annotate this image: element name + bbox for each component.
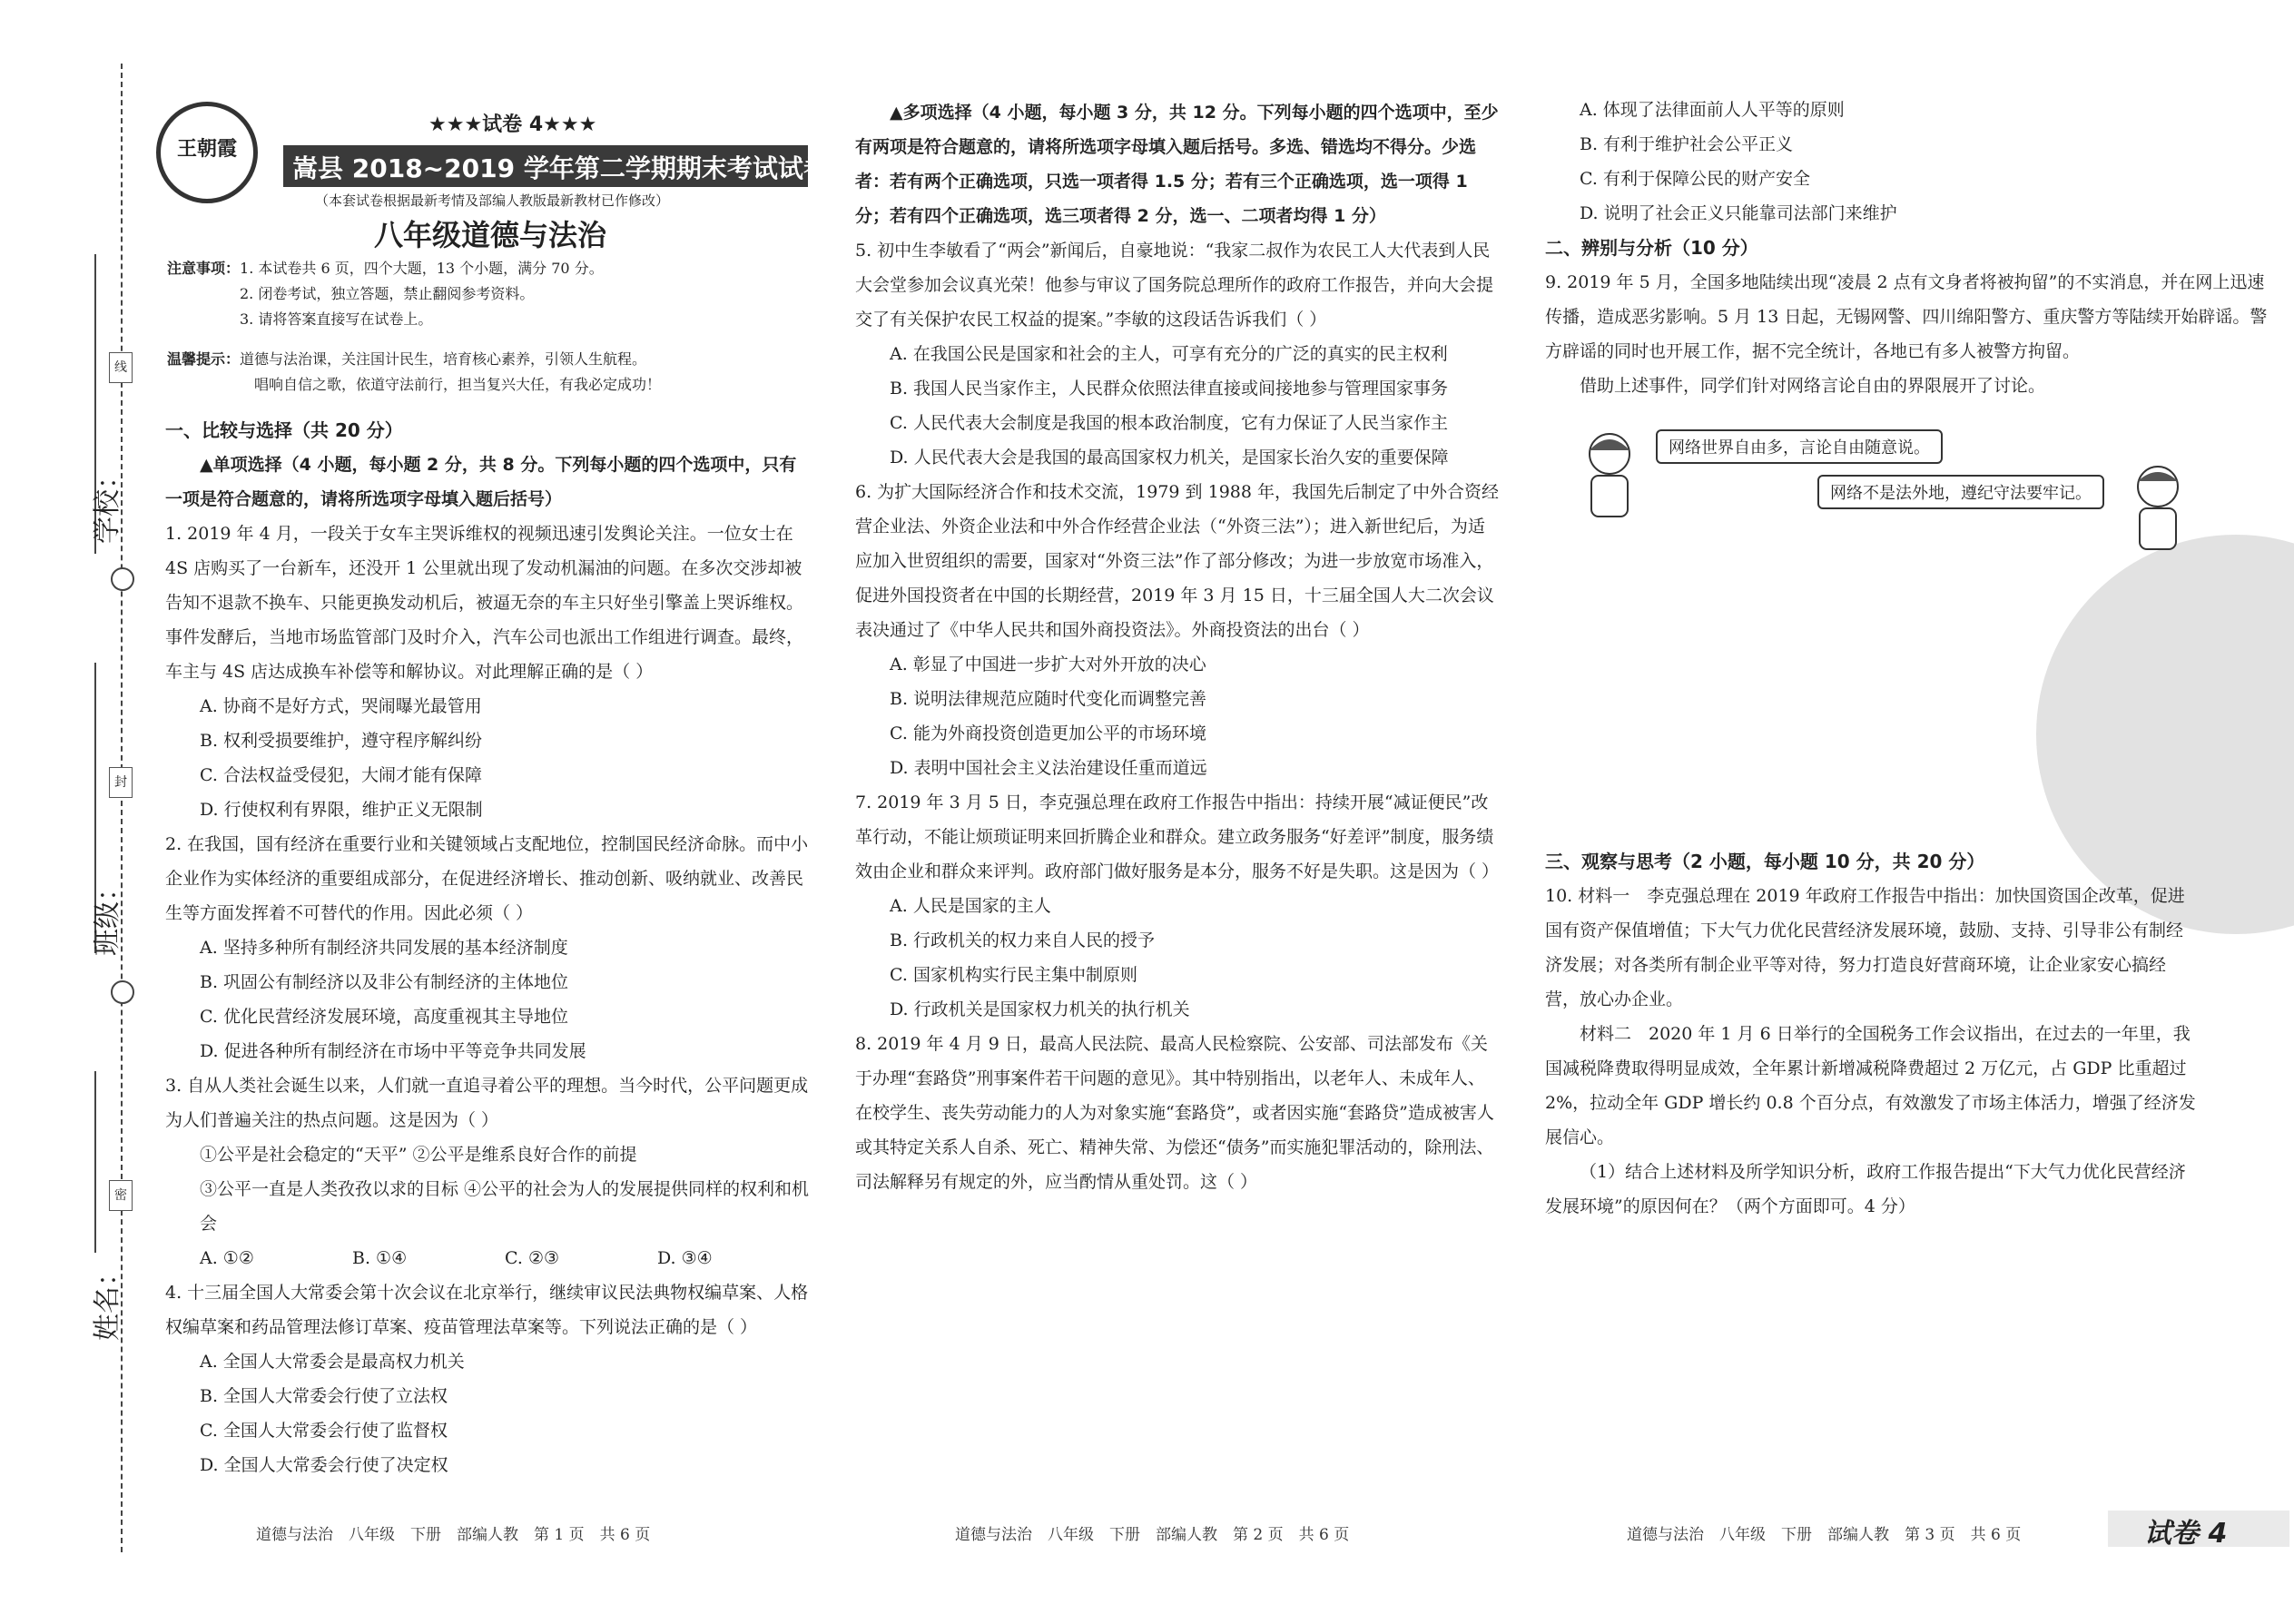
section-3-heading: 三、观察与思考（2 小题，每小题 10 分，共 20 分） xyxy=(1545,851,1985,872)
question-3-options xyxy=(165,1241,810,1275)
brand-logo xyxy=(156,102,258,203)
question-8-option: D. 说明了社会正义只能靠司法部门来维护 xyxy=(1580,203,1897,223)
corner-badge: 试卷 4 xyxy=(2144,1518,2228,1550)
question-6-stem: 6. 为扩大国际经济合作和技术交流，1979 到 1988 年，我国先后制定了中外合资经营企业法、外资企业法和中外合作经营企业法（“外资三法”）；进入新世纪后，为适应加入世贸组织的需要，国家对“外资三法”作了部分修改；为进一步放宽市场准入，促进外国投资者在中国的长期经营，2019 年 3 月 15 日，十三届全国人大二次会议表决通过了《中华人民共和国外商投资法》。外商投资法的出台（ ） xyxy=(855,482,1499,640)
question-10-material-2: 材料二 2020 年 1 月 6 日举行的全国税务工作会议指出，在过去的一年里，我国减税降费取得明显成效，全年累计新增减税降费超过 2 万亿元，占 GDP 比重超过 2%，拉动全年 GDP 增长约 0.8 个百分点，有效激发了市场主体活力，增强了经济发展信心。 xyxy=(1545,1024,2196,1147)
question-3-statement: ①公平是社会稳定的“天平” ②公平是维系良好合作的前提 xyxy=(200,1145,637,1165)
mark-seal: 封 xyxy=(109,767,133,798)
column-1-body xyxy=(165,413,810,1482)
column-3-top xyxy=(1545,93,2271,403)
page-footer: 道德与法治 八年级 下册 部编人教 第 1 页 共 6 页 xyxy=(256,1526,651,1544)
student-boy-illustration xyxy=(2128,461,2188,552)
mark-secret: 密 xyxy=(109,1180,133,1211)
question-8-option: A. 体现了法律面前人人平等的原则 xyxy=(1580,100,1845,120)
question-8-option: B. 有利于维护社会公平正义 xyxy=(1580,134,1794,154)
question-4-option: B. 全国人大常委会行使了立法权 xyxy=(200,1386,448,1406)
question-4-option: C. 全国人大常委会行使了监督权 xyxy=(200,1421,448,1441)
question-7-option: B. 行政机关的权力来自人民的授予 xyxy=(890,930,1156,950)
question-7-stem: 7. 2019 年 3 月 5 日，李克强总理在政府工作报告中指出：持续开展“减证便民”改革行动，不能让烦琐证明来回折腾企业和群众。建立政务服务“好差评”制度，服务绩效由企业和群众来评判。政府部门做好服务是本分，服务不好是失职。这是因为（ ） xyxy=(855,792,1500,881)
question-1-option: A. 协商不是好方式，哭闹曝光最管用 xyxy=(200,696,482,716)
exam-title: 嵩县 2018~2019 学年第二学期期末考试试卷 xyxy=(292,153,829,183)
notice-label: 注意事项： xyxy=(167,260,241,277)
page-footer: 道德与法治 八年级 下册 部编人教 第 2 页 共 6 页 xyxy=(955,1526,1350,1544)
question-3-option: D. ③④ xyxy=(657,1248,713,1268)
column-2-body xyxy=(855,95,1501,1199)
question-2-option: C. 优化民营经济发展环境，高度重视其主导地位 xyxy=(200,1007,568,1027)
single-choice-instructions: ▲单项选择（4 小题，每小题 2 分，共 8 分。下列每小题的四个选项中，只有一项是符合题意的，请将所选项字母填入题后括号） xyxy=(165,455,797,509)
exam-note: （本套试卷根据最新考情及部编人教版最新教材已作修改） xyxy=(315,192,670,209)
question-3-option: C. ②③ xyxy=(505,1248,560,1268)
column-3-bottom xyxy=(1545,844,2199,1224)
tip-block xyxy=(167,347,661,398)
school-label: 学校： xyxy=(92,462,123,544)
tip-label: 温馨提示： xyxy=(167,350,241,368)
question-2-option: B. 巩固公有制经济以及非公有制经济的主体地位 xyxy=(200,972,569,992)
question-4-option: A. 全国人大常委会是最高权力机关 xyxy=(200,1352,465,1372)
question-3-option: A. ①② xyxy=(200,1248,254,1268)
question-4-stem: 4. 十三届全国人大常委会第十次会议在北京举行，继续审议民法典物权编草案、人格权编草案和药品管理法修订草案、疫苗管理法草案等。下列说法正确的是（ ） xyxy=(165,1283,809,1337)
name-underline xyxy=(94,1071,96,1253)
section-2-heading: 二、辨别与分析（10 分） xyxy=(1545,237,1758,259)
name-label: 姓名： xyxy=(92,1259,123,1341)
tip-line: 唱响自信之歌，依道守法前行，担当复兴大任，有我必定成功！ xyxy=(254,376,662,393)
speech-bubble-1: 网络世界自由多，言论自由随意说。 xyxy=(1656,429,1943,464)
question-7-option: A. 人民是国家的主人 xyxy=(890,896,1051,916)
notice-block xyxy=(167,256,604,332)
question-6-option: A. 彰显了中国进一步扩大对外开放的决心 xyxy=(890,655,1206,674)
class-label: 班级： xyxy=(92,874,123,956)
question-1-stem: 1. 2019 年 4 月，一段关于女车主哭诉维权的视频迅速引发舆论关注。一位女士在 4S 店购买了一台新车，还没开 1 公里就出现了发动机漏油的问题。在多次交涉却被告知不退款不换车、只能更换发动机后，被逼无奈的车主只好坐引擎盖上哭诉维权。事件发酵后，当地市场监管部门及时介入，汽车公司也派出工作组进行调查。最终，车主与 4S 店达成换车补偿等和解协议。对此理解正确的是（ ） xyxy=(165,524,804,682)
question-8-option: C. 有利于保障公民的财产安全 xyxy=(1580,169,1810,189)
notice-item: 3. 请将答案直接写在试卷上。 xyxy=(240,310,433,328)
question-10-material-1: 10. 材料一 李克强总理在 2019 年政府工作报告中指出：加快国资国企改革，促进国有资产保值增值；下大气力优化民营经济发展环境，鼓励、支持、引导非公有制经济发展；对各类所有制企业平等对待，努力打造良好营商环境，让企业家安心搞经营，放心办企业。 xyxy=(1545,886,2185,1009)
question-3-stem: 3. 自从人类社会诞生以来，人们就一直追寻着公平的理想。当今时代，公平问题更成为人们普遍关注的热点问题。这是因为（ ） xyxy=(165,1076,809,1130)
question-3-statement: ③公平一直是人类孜孜以求的目标 ④公平的社会为人的发展提供同样的权利和机会 xyxy=(200,1179,810,1234)
section-1-heading: 一、比较与选择（共 20 分） xyxy=(165,419,403,441)
tip-line: 道德与法治课，关注国计民生，培育核心素养，引领人生航程。 xyxy=(240,350,647,368)
punch-hole xyxy=(111,980,134,1004)
question-8-stem: 8. 2019 年 4 月 9 日，最高人民法院、最高人民检察院、公安部、司法部发布《关于办理“套路贷”刑事案件若干问题的意见》。其中特别指出，以老年人、未成年人、在校学生、丧失劳动能力的人为对象实施“套路贷”，或者因实施“套路贷”造成被害人或其特定关系人自杀、死亡、精神失常、为偿还“债务”而实施犯罪活动的，除刑法、司法解释另有规定的外，应当酌情从重处罚。这（ ） xyxy=(855,1034,1494,1192)
brand-logo-text: 王朝霞 xyxy=(176,138,237,161)
question-1-option: C. 合法权益受侵犯，大闹才能有保障 xyxy=(200,765,482,785)
question-2-stem: 2. 在我国，国有经济在重要行业和关键领域占支配地位，控制国民经济命脉。而中小企业作为实体经济的重要组成部分，在促进经济增长、推动创新、吸纳就业、改善民生等方面发挥着不可替代的作用。因此必须（ ） xyxy=(165,834,809,923)
question-10-subquestion-1: （1）结合上述材料及所学知识分析，政府工作报告提出“下大气力优化民营经济发展环境”的原因何在？（两个方面即可。4 分） xyxy=(1545,1162,2186,1216)
question-5-stem: 5. 初中生李敏看了“两会”新闻后，自豪地说：“我家二叔作为农民工人大代表到人民大会堂参加会议真光荣！他参与审议了国务院总理所作的政府工作报告，并向大会提交了有关保护农民工权益的提案。”李敏的这段话告诉我们（ ） xyxy=(855,241,1494,330)
question-2-option: D. 促进各种所有制经济在市场中平等竞争共同发展 xyxy=(200,1041,586,1061)
question-5-option: C. 人民代表大会制度是我国的根本政治制度，它有力保证了人民当家作主 xyxy=(890,413,1448,433)
mark-line: 线 xyxy=(109,352,133,383)
subject-title: 八年级道德与法治 xyxy=(374,218,607,252)
notice-item: 1. 本试卷共 6 页，四个大题，13 个小题，满分 70 分。 xyxy=(240,260,604,277)
question-1-option: B. 权利受损要维护，遵守程序解纠纷 xyxy=(200,731,483,751)
question-5-option: D. 人民代表大会是我国的最高国家权力机关，是国家长治久安的重要保障 xyxy=(890,448,1449,468)
question-4-option: D. 全国人大常委会行使了决定权 xyxy=(200,1455,448,1475)
question-5-option: A. 在我国公民是国家和社会的主人，可享有充分的广泛的真实的民主权利 xyxy=(890,344,1448,364)
question-2-option: A. 坚持多种所有制经济共同发展的基本经济制度 xyxy=(200,938,568,958)
question-7-option: D. 行政机关是国家权力机关的执行机关 xyxy=(890,999,1190,1019)
question-6-option: B. 说明法律规范应随时代变化而调整完善 xyxy=(890,689,1207,709)
punch-hole xyxy=(111,567,134,591)
question-1-option: D. 行使权利有界限，维护正义无限制 xyxy=(200,800,483,820)
multi-choice-instructions: ▲多项选择（4 小题，每小题 3 分，共 12 分。下列每小题的四个选项中，至少有两项是符合题意的，请将所选项字母填入题后括号。多选、错选均不得分。少选者：若有两个正确选项，只选一项者得 1.5 分；若有三个正确选项，选一项得 1 分；若有四个正确选项，选三项者得 2 分，选一、二项者均得 1 分） xyxy=(855,103,1499,226)
paper-badge: ★★★试卷 4★★★ xyxy=(428,113,597,136)
question-7-option: C. 国家机构实行民主集中制原则 xyxy=(890,965,1137,985)
question-3-option: B. ①④ xyxy=(352,1248,408,1268)
notice-item: 2. 闭卷考试，独立答题，禁止翻阅参考资料。 xyxy=(240,285,535,302)
speech-bubble-2: 网络不是法外地，遵纪守法要牢记。 xyxy=(1817,475,2104,509)
page-footer: 道德与法治 八年级 下册 部编人教 第 3 页 共 6 页 xyxy=(1627,1526,2022,1544)
question-6-option: D. 表明中国社会主义法治建设任重而道远 xyxy=(890,758,1207,778)
question-5-option: B. 我国人民当家作主，人民群众依照法律直接或间接地参与管理国家事务 xyxy=(890,379,1449,399)
question-6-option: C. 能为外商投资创造更加公平的市场环境 xyxy=(890,723,1206,743)
question-9-stem: 9. 2019 年 5 月，全国多地陆续出现“凌晨 2 点有文身者将被拘留”的不实消息，并在网上迅速传播，造成恶劣影响。5 月 13 日起，无锡网警、四川绵阳警方、重庆警方等陆续开始辟谣。警方辟谣的同时也开展工作，据不完全统计，各地已有多人被警方拘留。 xyxy=(1545,272,2268,361)
question-9-follow: 借助上述事件，同学们针对网络言论自由的界限展开了讨论。 xyxy=(1580,376,2046,396)
student-girl-illustration xyxy=(1578,428,1641,519)
